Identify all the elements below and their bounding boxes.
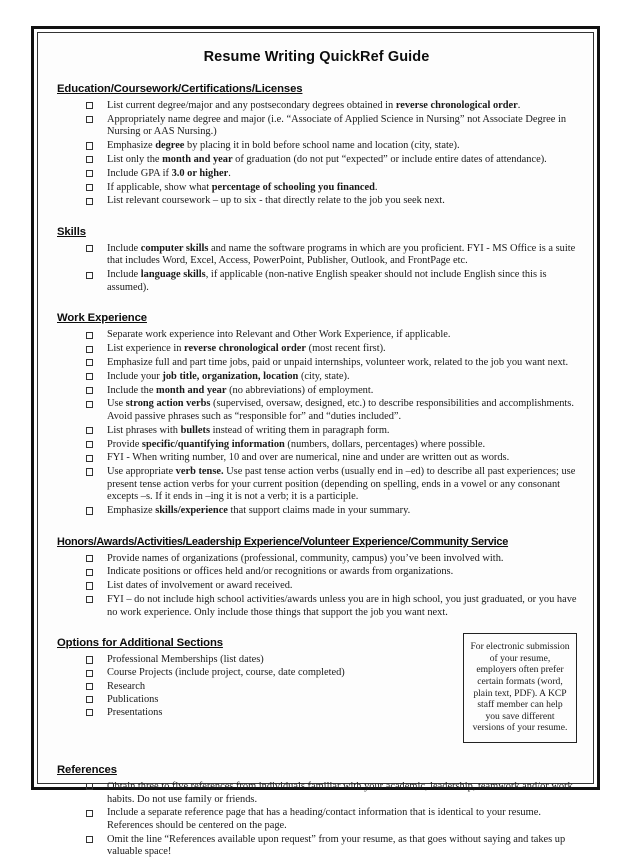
checkbox-icon[interactable] bbox=[86, 455, 93, 462]
checklist-item[interactable] bbox=[86, 243, 579, 268]
checklist-item[interactable] bbox=[86, 781, 579, 806]
checkbox-icon[interactable] bbox=[86, 582, 93, 589]
checkbox-icon[interactable] bbox=[86, 468, 93, 475]
checklist-item-text: List phrases with bullets instead of writing them in paragraph form. bbox=[107, 424, 390, 436]
checklist-item[interactable] bbox=[86, 594, 579, 619]
checkbox-icon[interactable] bbox=[86, 332, 93, 339]
section-references bbox=[54, 760, 579, 859]
checkbox-icon[interactable] bbox=[86, 272, 93, 279]
section-honors bbox=[54, 532, 579, 620]
checklist-item-text: List experience in reverse chronological order (most recent first). bbox=[107, 343, 386, 355]
checklist-item-text: Use appropriate verb tense. Use past tense action verbs (usually end in –ed) to describe all past experiences; use present tense action verbs for your current position (depending on spelling, ends in a vowel or any consonant excepts –s. If it ends in –ing it is not a verb; it is a participle. bbox=[107, 466, 576, 503]
checklist-item[interactable] bbox=[86, 707, 579, 720]
checklist-item-text: Indicate positions or offices held and/or recognitions or awards from organizations. bbox=[107, 566, 454, 578]
checklist-item[interactable] bbox=[86, 114, 579, 139]
checklist-item-text: Use strong action verbs (supervised, oversaw, designed, etc.) to describe responsibilities and accomplishments. Avoid passive phrases such as “responsible for” and “duties included”. bbox=[107, 398, 574, 422]
page-title: Resume Writing QuickRef Guide bbox=[203, 49, 430, 65]
section-heading-skills: Skills bbox=[57, 225, 86, 238]
checklist-item[interactable] bbox=[86, 834, 579, 859]
checklist-item[interactable] bbox=[86, 168, 579, 181]
checklist-item-text: Include a separate reference page that has a heading/contact information that is identical to your resume. References should be centered on the page. bbox=[107, 807, 541, 831]
sections-container bbox=[54, 79, 579, 859]
checklist-item[interactable] bbox=[86, 466, 579, 504]
checkbox-icon[interactable] bbox=[86, 102, 93, 109]
checklist-item[interactable] bbox=[86, 398, 579, 423]
checkbox-icon[interactable] bbox=[86, 696, 93, 703]
checklist-item[interactable] bbox=[86, 154, 579, 167]
checklist-item[interactable] bbox=[86, 681, 579, 694]
checklist-honors bbox=[54, 553, 579, 620]
checklist-item[interactable] bbox=[86, 182, 579, 195]
checkbox-icon[interactable] bbox=[86, 709, 93, 716]
checklist-item[interactable] bbox=[86, 329, 579, 342]
checklist-item[interactable] bbox=[86, 140, 579, 153]
checklist-item[interactable] bbox=[86, 371, 579, 384]
checklist-item-text: Provide names of organizations (professional, community, campus) you’ve been involved with. bbox=[107, 552, 504, 564]
section-skills bbox=[54, 222, 579, 295]
checklist-references bbox=[54, 781, 579, 859]
checklist-skills bbox=[54, 243, 579, 295]
checkbox-icon[interactable] bbox=[86, 783, 93, 790]
checklist-item-text: Research bbox=[107, 680, 146, 692]
document-body bbox=[38, 33, 593, 858]
callout-text: For electronic submission of your resume, employers often prefer certain formats (word, plain text, PDF). A KCP staff member can help you save different versions of your resume. bbox=[470, 641, 570, 734]
checkbox-icon[interactable] bbox=[86, 245, 93, 252]
checklist-education bbox=[54, 100, 579, 208]
checklist-item-text: Professional Memberships (list dates) bbox=[107, 654, 264, 666]
checkbox-icon[interactable] bbox=[86, 156, 93, 163]
checklist-item[interactable] bbox=[86, 439, 579, 452]
section-heading-work-experience: Work Experience bbox=[57, 312, 147, 325]
section-options bbox=[54, 633, 579, 746]
checklist-item[interactable] bbox=[86, 100, 579, 113]
checklist-item-text: Omit the line “References available upon request” from your resume, as that goes without saying and takes up valuable space! bbox=[107, 833, 566, 858]
checklist-item-text: Provide specific/quantifying information (numbers, dollars, percentages) where possible. bbox=[107, 438, 486, 450]
section-heading-options: Options for Additional Sections bbox=[57, 637, 223, 650]
checkbox-icon[interactable] bbox=[86, 198, 93, 205]
checklist-item-text: Include the month and year (no abbreviations) of employment. bbox=[107, 384, 374, 396]
checklist-item[interactable] bbox=[86, 580, 579, 593]
checklist-item-text: Include computer skills and name the software programs in which are you proficient. FYI - MS Office is a suite that includes Word, Excel, Access, PowerPoint, Publisher, Outlook, and FrontPage etc. bbox=[107, 242, 576, 267]
checklist-item-text: Separate work experience into Relevant and Other Work Experience, if applicable. bbox=[107, 329, 451, 341]
checklist-item-text: List only the month and year of graduation (do not put “expected” or include entire dates of attendance). bbox=[107, 153, 547, 165]
checkbox-icon[interactable] bbox=[86, 441, 93, 448]
checkbox-icon[interactable] bbox=[86, 184, 93, 191]
checklist-item[interactable] bbox=[86, 452, 579, 465]
checkbox-icon[interactable] bbox=[86, 401, 93, 408]
checklist-item[interactable] bbox=[86, 566, 579, 579]
checklist-item-text: Include GPA if 3.0 or higher. bbox=[107, 167, 231, 179]
section-education bbox=[54, 79, 579, 208]
checklist-item[interactable] bbox=[86, 654, 579, 667]
checkbox-icon[interactable] bbox=[86, 359, 93, 366]
checkbox-icon[interactable] bbox=[86, 507, 93, 514]
checklist-item[interactable] bbox=[86, 269, 579, 294]
checklist-item[interactable] bbox=[86, 505, 579, 518]
checklist-item[interactable] bbox=[86, 553, 579, 566]
checkbox-icon[interactable] bbox=[86, 569, 93, 576]
checkbox-icon[interactable] bbox=[86, 596, 93, 603]
document-page-frame bbox=[31, 26, 600, 858]
checklist-item[interactable] bbox=[86, 694, 579, 707]
checklist-item-text: Include your job title, organization, location (city, state). bbox=[107, 370, 350, 382]
checklist-item-text: Emphasize skills/experience that support claims made in your summary. bbox=[107, 505, 411, 517]
checklist-item[interactable] bbox=[86, 343, 579, 356]
section-heading-references: References bbox=[57, 763, 117, 776]
checklist-item-text: FYI – do not include high school activities/awards unless you are in high school, you just graduated, or you have no work experience. Only include those things that support the job you want next. bbox=[107, 593, 577, 618]
section-heading-honors: Honors/Awards/Activities/Leadership Experience/Volunteer Experience/Community Service bbox=[57, 535, 509, 548]
checklist-item-text: FYI - When writing number, 10 and over are numerical, nine and under are written out as words. bbox=[107, 452, 510, 464]
checklist-item-text: List dates of involvement or award received. bbox=[107, 580, 293, 592]
checklist-item-text: If applicable, show what percentage of schooling you financed. bbox=[107, 181, 378, 193]
checklist-work-experience bbox=[54, 329, 579, 517]
checkbox-icon[interactable] bbox=[86, 170, 93, 177]
section-heading-education: Education/Coursework/Certifications/Licenses bbox=[57, 83, 303, 95]
checkbox-icon[interactable] bbox=[86, 373, 93, 380]
checklist-options bbox=[54, 654, 579, 719]
checklist-item-text: Publications bbox=[107, 693, 159, 705]
checklist-item[interactable] bbox=[86, 385, 579, 398]
checklist-item[interactable] bbox=[86, 807, 579, 832]
checkbox-icon[interactable] bbox=[86, 836, 93, 843]
checklist-item-text: Presentations bbox=[107, 706, 163, 718]
checklist-item-text: Appropriately name degree and major (i.e. “Associate of Applied Science in Nursing” not Associate Degree in Nursing or AAS Nursing.) bbox=[107, 113, 567, 138]
checklist-item[interactable] bbox=[86, 425, 579, 438]
checkbox-icon[interactable] bbox=[86, 670, 93, 677]
checklist-item[interactable] bbox=[86, 195, 579, 208]
checklist-item[interactable] bbox=[86, 667, 579, 680]
document-page-inner-border bbox=[37, 32, 594, 858]
checklist-item-text: Emphasize full and part time jobs, paid or unpaid internships, volunteer work, related to the job you want next. bbox=[107, 357, 569, 368]
checkbox-icon[interactable] bbox=[86, 810, 93, 817]
checklist-item-text: List current degree/major and any postsecondary degrees obtained in reverse chronological order. bbox=[107, 100, 521, 111]
section-work-experience bbox=[54, 308, 579, 517]
checkbox-icon[interactable] bbox=[86, 116, 93, 123]
checklist-item-text: Include language skills, if applicable (non-native English speaker should not include English since this is assumed). bbox=[107, 269, 547, 293]
checkbox-icon[interactable] bbox=[86, 142, 93, 149]
checkbox-icon[interactable] bbox=[86, 683, 93, 690]
checklist-item-text: Course Projects (include project, course, date completed) bbox=[107, 667, 345, 679]
checklist-item[interactable] bbox=[86, 357, 579, 370]
checklist-item-text: Obtain three to five references from individuals familiar with your academic, leadership, teamwork and/or work habits. Do not use family or friends. bbox=[107, 780, 573, 805]
checklist-item-text: Emphasize degree by placing it in bold before school name and location (city, state). bbox=[107, 140, 460, 152]
checkbox-icon[interactable] bbox=[86, 346, 93, 353]
checkbox-icon[interactable] bbox=[86, 656, 93, 663]
checkbox-icon[interactable] bbox=[86, 427, 93, 434]
checkbox-icon[interactable] bbox=[86, 387, 93, 394]
checkbox-icon[interactable] bbox=[86, 555, 93, 562]
checklist-item-text: List relevant coursework – up to six - that directly relate to the job you seek next. bbox=[107, 195, 445, 207]
